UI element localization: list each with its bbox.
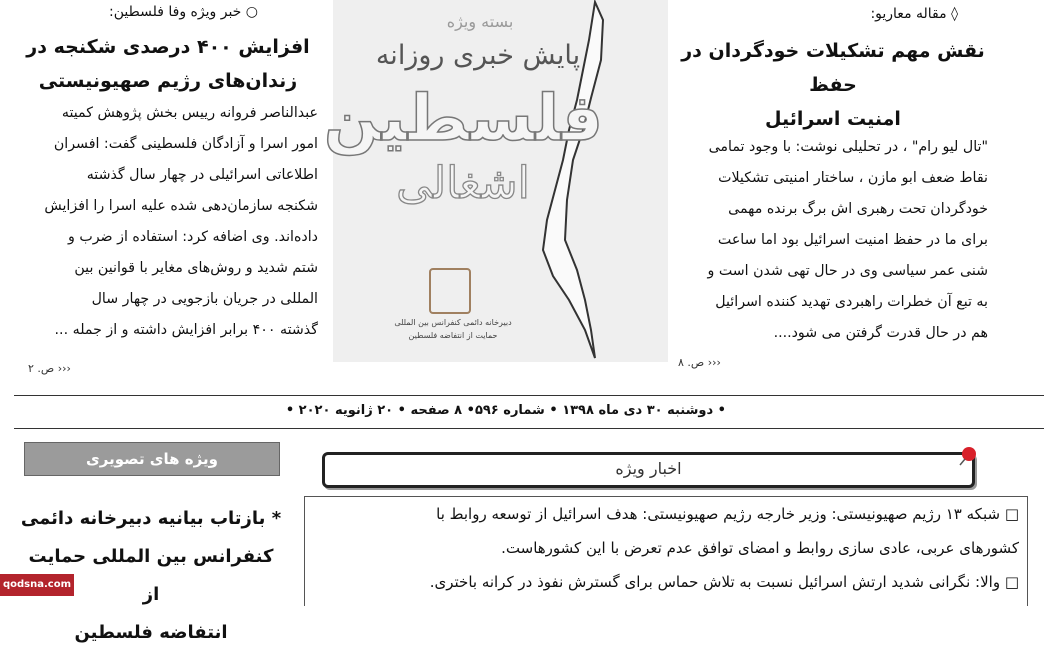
organization-logo-icon <box>429 268 471 314</box>
article-kicker: ◊ مقاله معاریو: <box>870 6 958 22</box>
body-line: عبدالناصر فروانه رییس بخش پژوهش کمیته <box>61 105 318 121</box>
special-news-heading <box>322 452 975 488</box>
article-headline[interactable] <box>18 30 318 98</box>
body-line: داده‌اند. وی اضافه کرد: استفاده از ضرب و <box>68 229 318 245</box>
headline-line: نقش مهم تشکیلات خودگردان در حفظ <box>681 40 985 96</box>
article-body <box>678 132 988 349</box>
article-body <box>18 98 318 346</box>
body-line: شنی عمر سیاسی وی در حال تهی شدن است و <box>707 263 988 279</box>
logo-caption: حمایت از انتفاضه فلسطین <box>408 331 498 340</box>
photo-features-heading[interactable] <box>24 442 280 476</box>
list-item: کشورهای عربی، عادی سازی روابط و امضای توافق عدم تعرض با این کشورهاست. <box>501 539 1019 557</box>
cover-outline-text-1: فلسطین <box>323 82 603 156</box>
headline-line: افزایش ۴۰۰ درصدی شکنجه در <box>26 36 310 58</box>
continue-link[interactable]: ‹‹‹ ص. ۸ <box>678 356 721 369</box>
cover-title: پایش خبری روزانه <box>375 40 581 71</box>
statement-line: * بازتاب بیانیه دبیرخانه دائمی <box>20 508 282 529</box>
pushpin-icon <box>958 446 978 466</box>
cover-subtitle: بسته ویژه <box>446 12 514 31</box>
body-line: هم در حال قدرت گرفتن می شود.... <box>773 325 988 341</box>
cover-image <box>323 0 668 362</box>
special-news-title: اخبار ویژه <box>615 459 682 478</box>
body-line: گذشته ۴۰۰ برابر افزایش داشته و از جمله ... <box>54 322 318 338</box>
headline-line: زندان‌های رژیم صهیونیستی <box>38 70 298 92</box>
site-watermark: qodsna.com <box>0 574 74 596</box>
article-kicker: ○ خبر ویژه وفا فلسطین: <box>109 4 258 20</box>
special-news-list <box>304 496 1028 606</box>
headline-line: امنیت اسرائیل <box>765 108 901 130</box>
body-line: امور اسرا و آزادگان فلسطینی گفت: افسران <box>53 136 318 152</box>
cover-outline-text-2: اشغالی <box>396 158 530 209</box>
body-line: نقاط ضعف ابو مازن ، ساختار امنیتی تشکیلات <box>718 170 988 186</box>
body-line: برای ما در حفظ امنیت اسرائیل بود اما ساعت <box>717 232 988 248</box>
article-torture-increase <box>18 0 318 380</box>
list-item[interactable]: □ والا: نگرانی شدید ارتش اسرائیل نسبت به تلاش حماس برای گسترش نفوذ در کرانه باختری. <box>429 573 1019 591</box>
issue-date-text: • دوشنبه ۳۰ دی ماه ۱۳۹۸ • شماره ۵۹۶• ۸ صفحه • ۲۰ ژانویه ۲۰۲۰ • <box>285 403 726 418</box>
body-line: به تبع آن خطرات راهبردی تهدید کننده اسرائیل <box>715 294 988 310</box>
article-torture-analysis <box>678 0 988 380</box>
list-item[interactable]: □ شبکه ۱۳ رژیم صهیونیستی: وزیر خارجه رژیم صهیونیستی: هدف اسرائیل از توسعه روابط با <box>436 505 1019 523</box>
statement-line: کنفرانس بین المللی حمایت از <box>28 546 274 605</box>
issue-date-bar <box>14 395 1044 429</box>
photo-features-label: ویژه های تصویری <box>86 450 218 468</box>
statement-line: انتفاضه فلسطین <box>74 622 228 643</box>
body-line: المللی در جریان بازجویی در چهار سال <box>91 291 318 307</box>
body-line: شکنجه سازمان‌دهی شده علیه اسرا را افزایش <box>44 198 318 214</box>
body-line: خودگردان تحت رهبری اش برگ برنده مهمی <box>728 201 988 217</box>
logo-caption: دبیرخانه دائمی کنفرانس بین المللی <box>394 318 512 327</box>
body-line: اطلاعاتی اسرائیلی در چهار سال گذشته <box>86 167 318 183</box>
continue-link[interactable]: ‹‹‹ ص. ۲ <box>28 362 71 375</box>
body-line: شتم شدید و روش‌های مغایر با قوانین بین <box>74 260 318 276</box>
article-headline[interactable] <box>678 34 988 136</box>
body-line: "تال لیو رام" ، در تحلیلی نوشت: با وجود تمامی <box>708 139 988 155</box>
